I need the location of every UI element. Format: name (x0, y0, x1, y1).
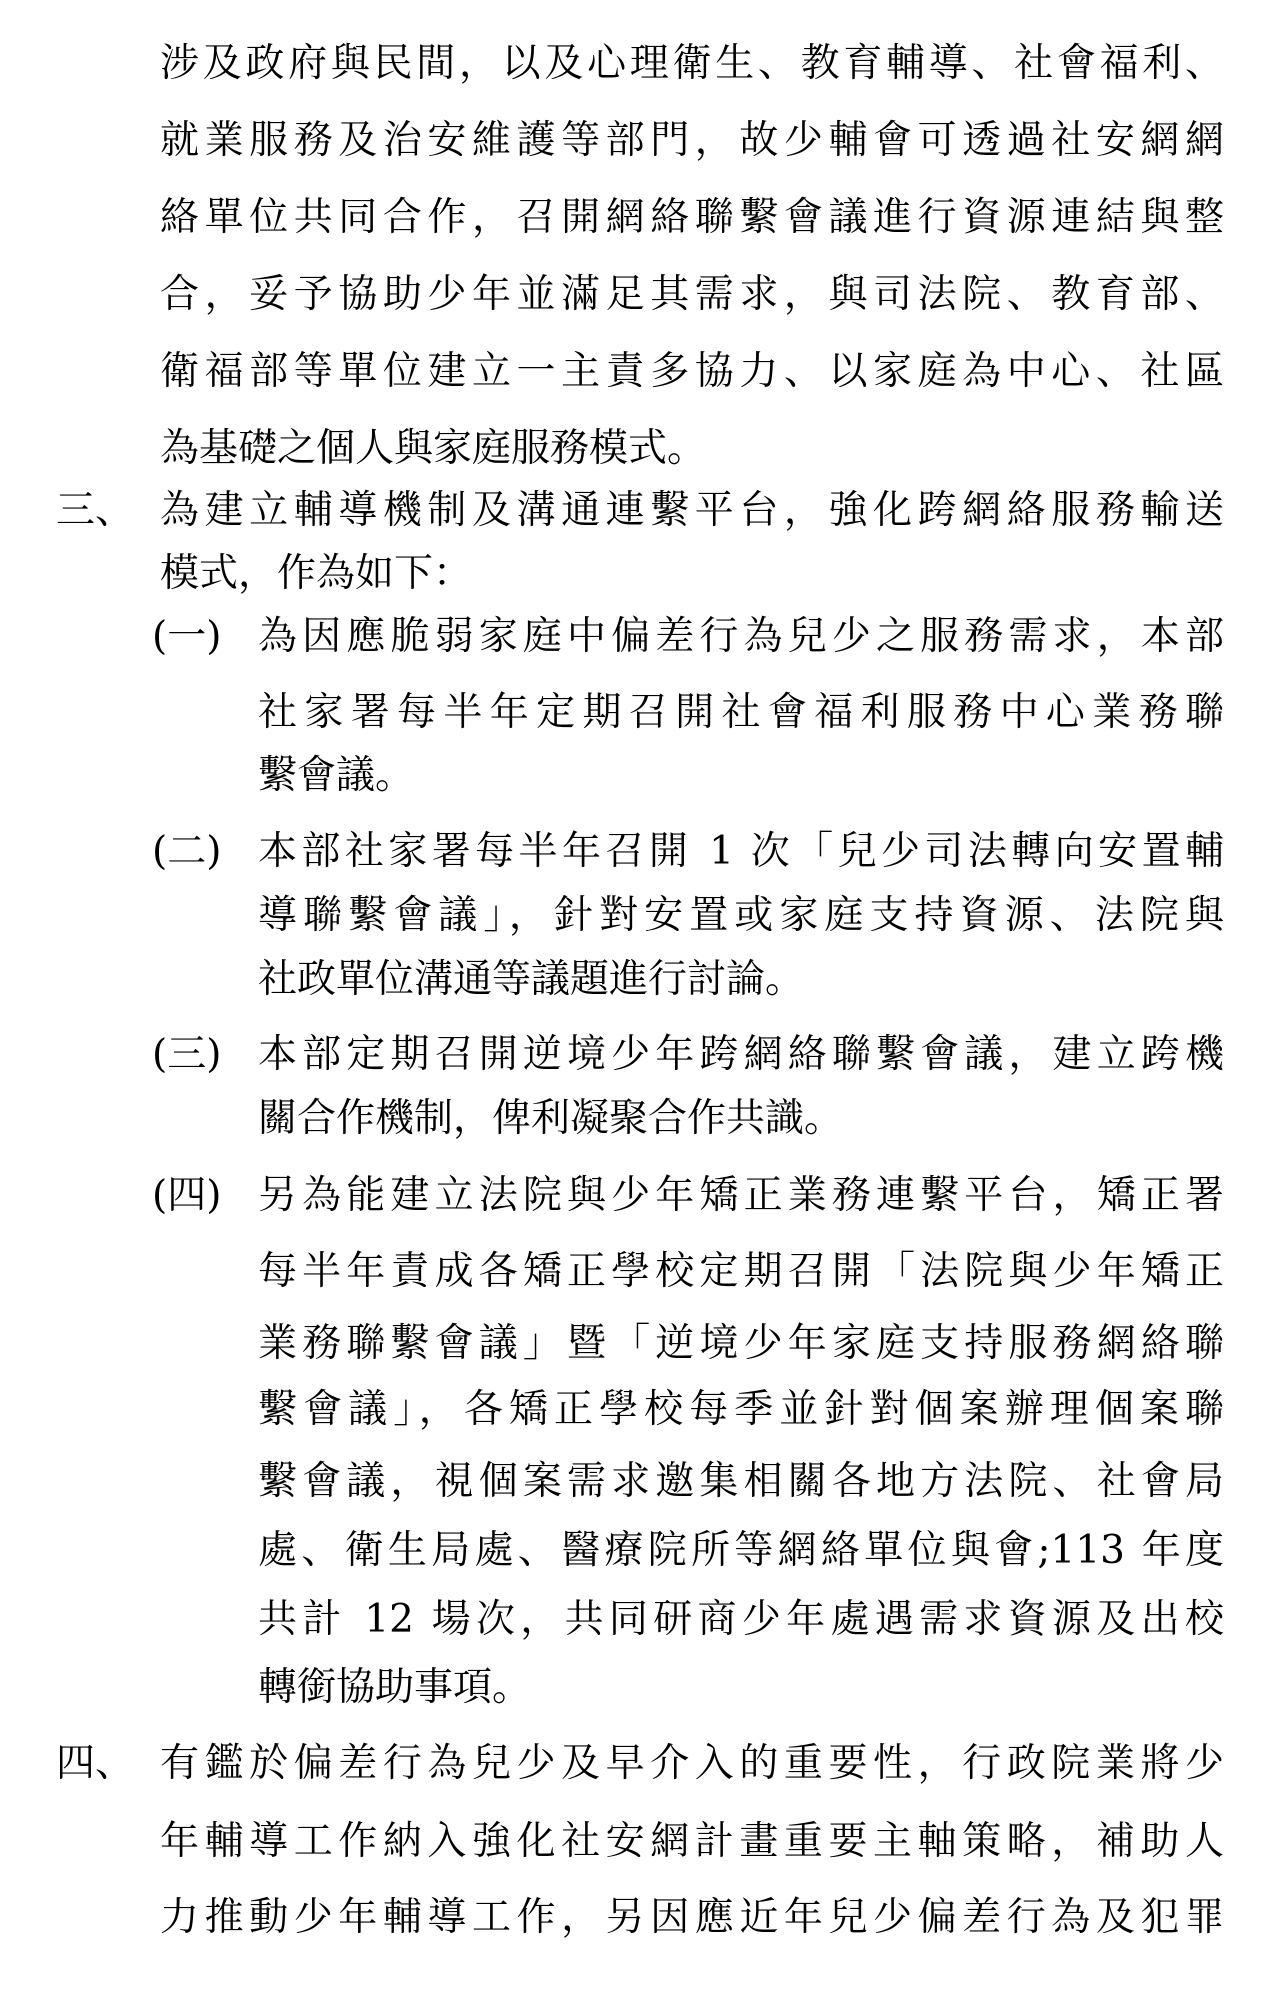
subsection-marker: (二) (152, 829, 222, 874)
paragraph-line: 繫會議。 (258, 753, 415, 798)
section-marker: 四、 (56, 1741, 135, 1786)
paragraph-line: 共計 12 場次，共同研商少年處遇需求資源及出校 (258, 1597, 1224, 1642)
paragraph-line: 模式，作為如下： (160, 551, 473, 596)
paragraph-line: 為基礎之個人與家庭服務模式。 (160, 426, 707, 471)
paragraph-line: 本部社家署每半年召開 1 次「兒少司法轉向安置輔 (258, 829, 1224, 874)
paragraph-line: 社家署每半年定期召開社會福利服務中心業務聯 (258, 690, 1224, 735)
subsection-marker: (四) (152, 1173, 222, 1218)
paragraph-line: 關合作機制，俾利凝聚合作共識。 (258, 1096, 844, 1141)
paragraph-line: 業務聯繫會議」暨「逆境少年家庭支持服務網絡聯 (258, 1321, 1224, 1366)
paragraph-line: 就業服務及治安維護等部門，故少輔會可透過社安網網 (160, 118, 1224, 163)
paragraph-line: 為因應脆弱家庭中偏差行為兒少之服務需求，本部 (258, 614, 1224, 659)
paragraph-line: 另為能建立法院與少年矯正業務連繫平台，矯正署 (258, 1173, 1224, 1218)
subsection-marker: (三) (152, 1032, 222, 1077)
paragraph-line: 衛福部等單位建立一主責多協力、以家庭為中心、社區 (160, 349, 1224, 394)
paragraph-line: 繫會議，視個案需求邀集相關各地方法院、社會局 (258, 1459, 1224, 1504)
paragraph-line: 繫會議」，各矯正學校每季並針對個案辦理個案聯 (258, 1387, 1224, 1432)
paragraph-line: 合，妥予協助少年並滿足其需求，與司法院、教育部、 (160, 272, 1224, 317)
paragraph-line: 本部定期召開逆境少年跨網絡聯繫會議，建立跨機 (258, 1032, 1224, 1077)
paragraph-line: 為建立輔導機制及溝通連繫平台，強化跨網絡服務輸送 (160, 488, 1224, 533)
paragraph-line: 絡單位共同合作，召開網絡聯繫會議進行資源連結與整 (160, 195, 1224, 240)
paragraph-line: 力推動少年輔導工作，另因應近年兒少偏差行為及犯罪 (160, 1895, 1224, 1940)
paragraph-line: 有鑑於偏差行為兒少及早介入的重要性，行政院業將少 (160, 1741, 1224, 1786)
paragraph-line: 轉銜協助事項。 (258, 1665, 532, 1710)
paragraph-line: 年輔導工作納入強化社安網計畫重要主軸策略，補助人 (160, 1819, 1224, 1864)
paragraph-line: 每半年責成各矯正學校定期召開「法院與少年矯正 (258, 1249, 1224, 1294)
section-marker: 三、 (56, 488, 135, 533)
paragraph-line: 社政單位溝通等議題進行討論。 (258, 957, 805, 1002)
paragraph-line: 涉及政府與民間，以及心理衛生、教育輔導、社會福利、 (160, 41, 1224, 86)
subsection-marker: (一) (152, 614, 222, 659)
paragraph-line: 導聯繫會議」，針對安置或家庭支持資源、法院與 (258, 893, 1224, 938)
paragraph-line: 處、衛生局處、醫療院所等網絡單位與會;113 年度 (258, 1528, 1224, 1573)
